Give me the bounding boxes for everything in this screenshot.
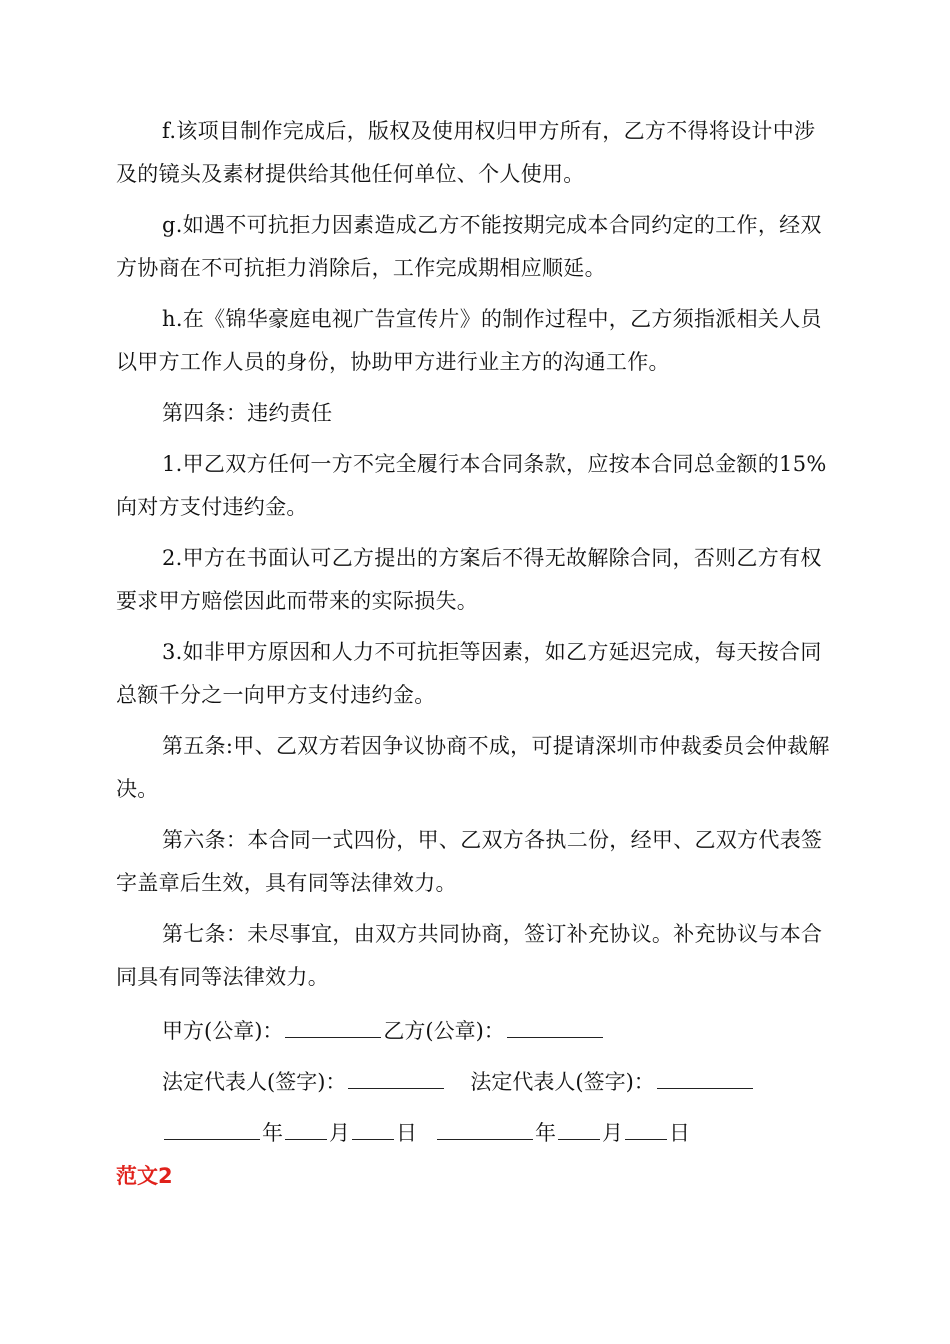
date-b-month-blank bbox=[558, 1109, 600, 1140]
seal-line bbox=[116, 1007, 836, 1050]
date-a-day: 日 bbox=[396, 1121, 417, 1145]
representative-line bbox=[116, 1058, 836, 1101]
document-body bbox=[116, 110, 836, 1160]
clause-f: f.该项目制作完成后，版权及使用权归甲方所有，乙方不得将设计中涉及的镜头及素材提供给其他任何单位、个人使用。 bbox=[116, 119, 816, 186]
date-b-day: 日 bbox=[669, 1121, 690, 1145]
date-line bbox=[116, 1109, 836, 1152]
article-4-item-3: 3.如非甲方原因和人力不可抗拒等因素，如乙方延迟完成，每天按合同总额千分之一向甲方支付违约金。 bbox=[116, 640, 822, 707]
party-a-seal-label: 甲方(公章)： bbox=[162, 1019, 284, 1043]
date-b-year-blank bbox=[437, 1109, 533, 1140]
date-a-month-blank bbox=[285, 1109, 327, 1140]
party-a-seal-blank bbox=[285, 1007, 381, 1038]
date-a-year: 年 bbox=[262, 1121, 283, 1145]
article-5: 第五条:甲、乙双方若因争议协商不成，可提请深圳市仲裁委员会仲裁解决。 bbox=[116, 734, 830, 801]
party-b-seal-blank bbox=[507, 1007, 603, 1038]
article-4-item-2: 2.甲方在书面认可乙方提出的方案后不得无故解除合同，否则乙方有权要求甲方赔偿因此而带来的实际损失。 bbox=[116, 546, 822, 613]
clause-g: g.如遇不可抗拒力因素造成乙方不能按期完成本合同约定的工作，经双方协商在不可抗拒力消除后，工作完成期相应顺延。 bbox=[116, 213, 822, 280]
article-7: 第七条：未尽事宜，由双方共同协商，签订补充协议。补充协议与本合同具有同等法律效力。 bbox=[116, 922, 823, 989]
article-4-item-1: 1.甲乙双方任何一方不完全履行本合同条款，应按本合同总金额的15%向对方支付违约金。 bbox=[116, 452, 827, 519]
date-a-day-blank bbox=[352, 1109, 394, 1140]
party-b-seal-label: 乙方(公章)： bbox=[383, 1019, 505, 1043]
clause-h: h.在《锦华豪庭电视广告宣传片》的制作过程中，乙方须指派相关人员以甲方工作人员的身份，协助甲方进行业主方的沟通工作。 bbox=[116, 307, 822, 374]
section-heading: 范文2 bbox=[116, 1164, 173, 1188]
rep-b-label: 法定代表人(签字)： bbox=[470, 1070, 655, 1094]
date-b-year: 年 bbox=[535, 1121, 556, 1145]
date-a-month: 月 bbox=[329, 1121, 350, 1145]
rep-a-blank bbox=[348, 1058, 444, 1089]
article-6: 第六条：本合同一式四份，甲、乙双方各执二份，经甲、乙双方代表签字盖章后生效，具有同等法律效力。 bbox=[116, 828, 823, 895]
article-4-title: 第四条：违约责任 bbox=[162, 401, 333, 425]
date-b-month: 月 bbox=[602, 1121, 623, 1145]
rep-a-label: 法定代表人(签字)： bbox=[162, 1070, 347, 1094]
date-a-year-blank bbox=[164, 1109, 260, 1140]
date-b-day-blank bbox=[625, 1109, 667, 1140]
rep-b-blank bbox=[657, 1058, 753, 1089]
